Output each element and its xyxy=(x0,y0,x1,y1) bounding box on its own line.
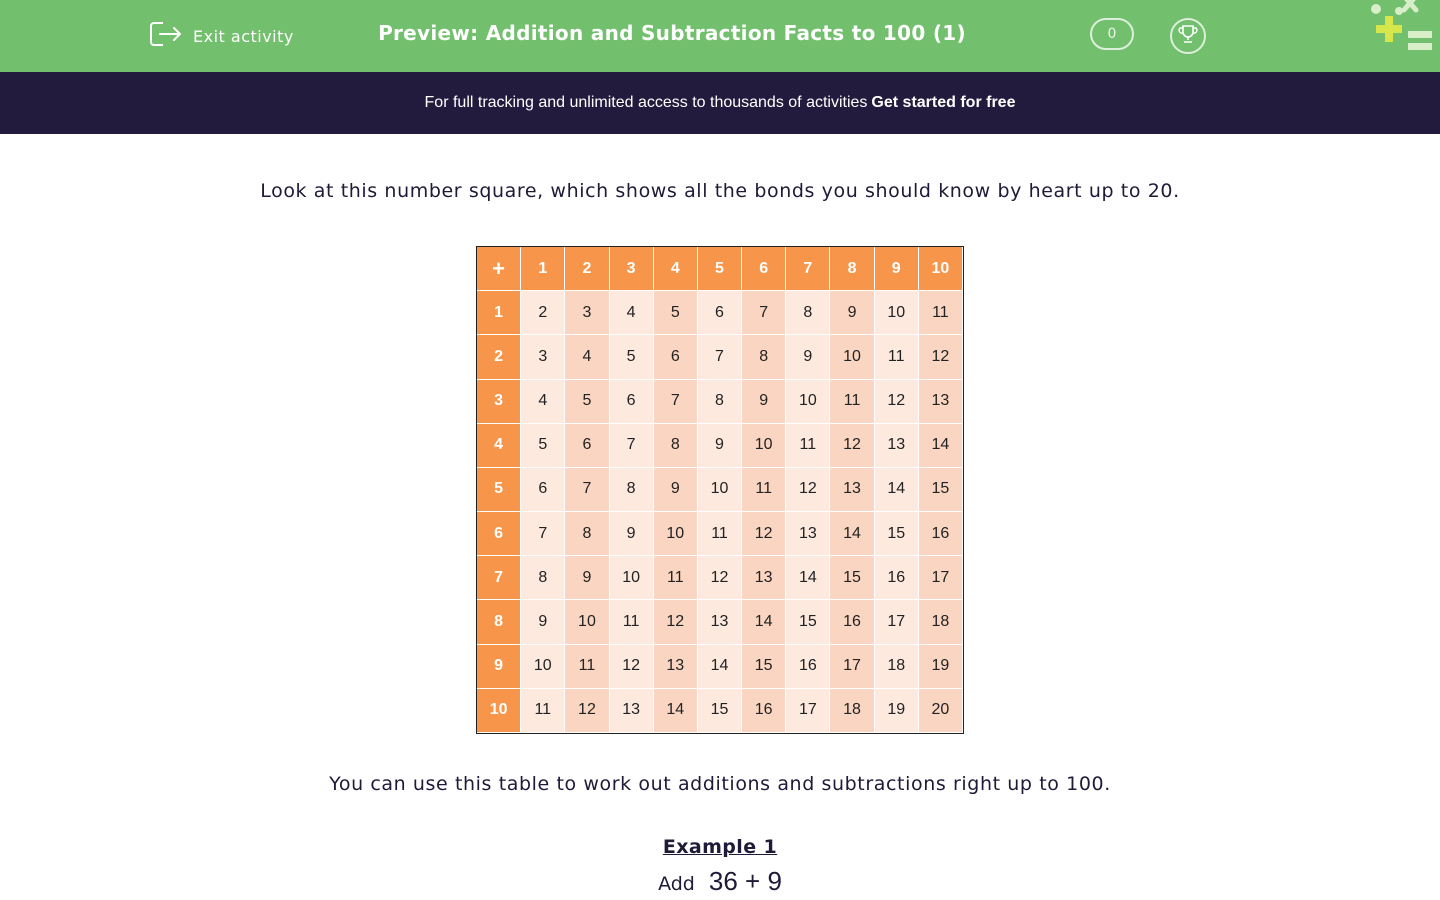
table-cell: 12 xyxy=(654,600,698,644)
table-cell: 7 xyxy=(654,380,698,424)
table-cell: 17 xyxy=(786,689,830,733)
table-cell: 5 xyxy=(654,291,698,335)
table-cell: 16 xyxy=(786,645,830,689)
table-cell: 18 xyxy=(830,689,874,733)
table-cell: 9 xyxy=(786,335,830,379)
table-cell: 14 xyxy=(742,600,786,644)
exit-activity-label: Exit activity xyxy=(193,26,294,46)
banner-text: For full tracking and unlimited access to thousands of activities xyxy=(424,94,868,111)
page-title: Preview: Addition and Subtraction Facts to 100 (1) xyxy=(378,21,966,45)
number-square-table xyxy=(476,246,964,734)
table-cell: 10 xyxy=(698,468,742,512)
table-corner-plus: + xyxy=(477,247,521,291)
table-cell: 9 xyxy=(742,380,786,424)
top-bar xyxy=(0,0,1440,72)
table-cell: 7 xyxy=(521,512,565,556)
intro-text: Look at this number square, which shows all the bonds you should know by heart up to 20. xyxy=(260,180,1180,202)
table-cell: 15 xyxy=(830,556,874,600)
table-cell: 16 xyxy=(919,512,963,556)
table-cell: 19 xyxy=(919,645,963,689)
table-cell: 10 xyxy=(610,556,654,600)
table-cell: 12 xyxy=(610,645,654,689)
column-header: 4 xyxy=(654,247,698,291)
table-cell: 14 xyxy=(698,645,742,689)
table-cell: 11 xyxy=(786,424,830,468)
table-cell: 16 xyxy=(875,556,919,600)
table-cell: 12 xyxy=(698,556,742,600)
table-cell: 2 xyxy=(521,291,565,335)
table-cell: 14 xyxy=(919,424,963,468)
row-header: 4 xyxy=(477,424,521,468)
table-cell: 5 xyxy=(565,380,609,424)
table-cell: 12 xyxy=(830,424,874,468)
column-header: 6 xyxy=(742,247,786,291)
row-header: 10 xyxy=(477,689,521,733)
row-header: 9 xyxy=(477,645,521,689)
column-header: 5 xyxy=(698,247,742,291)
table-cell: 18 xyxy=(919,600,963,644)
table-cell: 19 xyxy=(875,689,919,733)
table-cell: 14 xyxy=(786,556,830,600)
table-cell: 8 xyxy=(698,380,742,424)
table-cell: 4 xyxy=(565,335,609,379)
table-cell: 12 xyxy=(919,335,963,379)
table-cell: 14 xyxy=(875,468,919,512)
table-cell: 10 xyxy=(875,291,919,335)
row-header: 6 xyxy=(477,512,521,556)
outro-text: You can use this table to work out additions and subtractions right up to 100. xyxy=(329,773,1111,795)
table-cell: 15 xyxy=(698,689,742,733)
table-cell: 6 xyxy=(698,291,742,335)
row-header: 8 xyxy=(477,600,521,644)
table-cell: 13 xyxy=(742,556,786,600)
table-cell: 11 xyxy=(610,600,654,644)
table-cell: 10 xyxy=(565,600,609,644)
table-cell: 6 xyxy=(610,380,654,424)
row-header: 5 xyxy=(477,468,521,512)
row-header: 7 xyxy=(477,556,521,600)
table-cell: 17 xyxy=(875,600,919,644)
table-cell: 3 xyxy=(565,291,609,335)
table-cell: 7 xyxy=(698,335,742,379)
trophy-button[interactable] xyxy=(1170,18,1206,54)
trophy-icon xyxy=(1177,23,1199,49)
table-cell: 13 xyxy=(830,468,874,512)
table-cell: 6 xyxy=(654,335,698,379)
table-cell: 17 xyxy=(919,556,963,600)
table-cell: 10 xyxy=(786,380,830,424)
table-cell: 13 xyxy=(698,600,742,644)
table-cell: 8 xyxy=(565,512,609,556)
table-cell: 11 xyxy=(742,468,786,512)
table-cell: 8 xyxy=(654,424,698,468)
example-question xyxy=(0,866,1440,897)
table-cell: 14 xyxy=(830,512,874,556)
table-cell: 7 xyxy=(610,424,654,468)
table-cell: 9 xyxy=(521,600,565,644)
table-cell: 12 xyxy=(565,689,609,733)
column-header: 7 xyxy=(786,247,830,291)
row-header: 1 xyxy=(477,291,521,335)
table-cell: 13 xyxy=(610,689,654,733)
table-cell: 13 xyxy=(786,512,830,556)
row-header: 3 xyxy=(477,380,521,424)
table-cell: 8 xyxy=(742,335,786,379)
example-prefix: Add xyxy=(658,873,695,895)
example-title: Example 1 xyxy=(662,836,778,858)
table-cell: 12 xyxy=(875,380,919,424)
table-cell: 10 xyxy=(654,512,698,556)
row-header: 2 xyxy=(477,335,521,379)
table-cell: 9 xyxy=(610,512,654,556)
promo-banner xyxy=(0,72,1440,134)
table-cell: 11 xyxy=(698,512,742,556)
get-started-link[interactable]: Get started for free xyxy=(871,94,1016,111)
table-cell: 8 xyxy=(786,291,830,335)
column-header: 3 xyxy=(610,247,654,291)
table-cell: 13 xyxy=(654,645,698,689)
table-cell: 11 xyxy=(521,689,565,733)
table-cell: 15 xyxy=(919,468,963,512)
logo xyxy=(1366,0,1440,56)
column-header: 9 xyxy=(875,247,919,291)
table-cell: 4 xyxy=(610,291,654,335)
table-cell: 6 xyxy=(521,468,565,512)
table-cell: 15 xyxy=(742,645,786,689)
table-cell: 17 xyxy=(830,645,874,689)
table-cell: 4 xyxy=(521,380,565,424)
table-cell: 5 xyxy=(610,335,654,379)
table-cell: 10 xyxy=(830,335,874,379)
table-cell: 11 xyxy=(654,556,698,600)
example-expression: 36 + 9 xyxy=(708,866,782,896)
table-cell: 16 xyxy=(742,689,786,733)
score-badge: 0 xyxy=(1090,18,1134,50)
table-cell: 9 xyxy=(565,556,609,600)
table-cell: 7 xyxy=(742,291,786,335)
table-cell: 9 xyxy=(830,291,874,335)
table-cell: 18 xyxy=(875,645,919,689)
table-cell: 11 xyxy=(919,291,963,335)
table-cell: 3 xyxy=(521,335,565,379)
table-cell: 9 xyxy=(698,424,742,468)
table-cell: 16 xyxy=(830,600,874,644)
table-cell: 13 xyxy=(875,424,919,468)
column-header: 10 xyxy=(919,247,963,291)
table-cell: 7 xyxy=(565,468,609,512)
table-cell: 12 xyxy=(742,512,786,556)
table-cell: 13 xyxy=(919,380,963,424)
column-header: 2 xyxy=(565,247,609,291)
table-cell: 8 xyxy=(521,556,565,600)
table-cell: 14 xyxy=(654,689,698,733)
table-cell: 11 xyxy=(565,645,609,689)
table-cell: 10 xyxy=(521,645,565,689)
table-cell: 15 xyxy=(875,512,919,556)
table-cell: 6 xyxy=(565,424,609,468)
table-cell: 12 xyxy=(786,468,830,512)
table-cell: 5 xyxy=(521,424,565,468)
column-header: 1 xyxy=(521,247,565,291)
table-cell: 20 xyxy=(919,689,963,733)
table-cell: 15 xyxy=(786,600,830,644)
table-cell: 11 xyxy=(830,380,874,424)
table-cell: 8 xyxy=(610,468,654,512)
table-cell: 9 xyxy=(654,468,698,512)
table-cell: 11 xyxy=(875,335,919,379)
table-cell: 10 xyxy=(742,424,786,468)
column-header: 8 xyxy=(830,247,874,291)
